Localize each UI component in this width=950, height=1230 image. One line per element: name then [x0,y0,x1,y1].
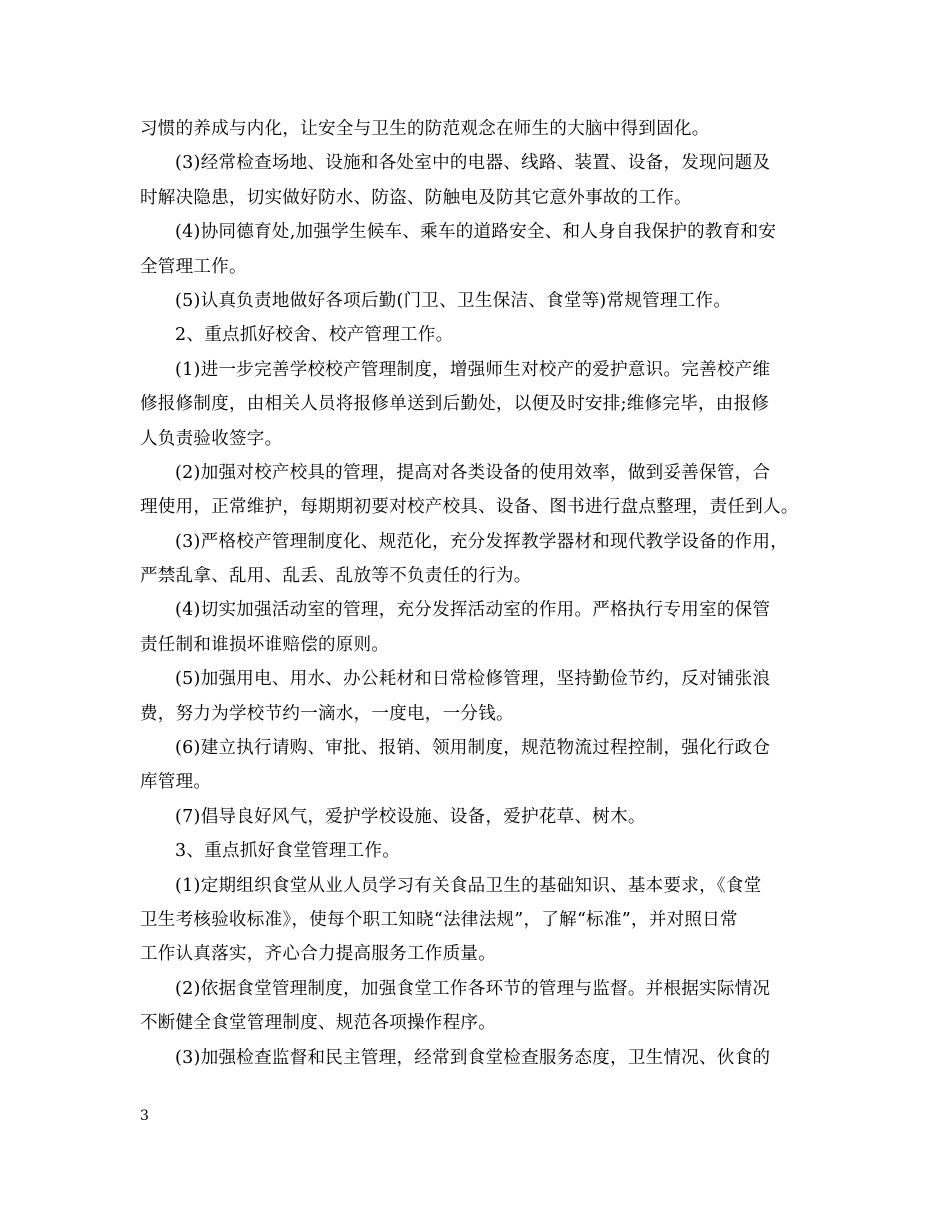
text-line: (6)建立执行请购、审批、报销、领用制度，规范物流过程控制，强化行政仓 [175,738,771,759]
text-line: (2)依据食堂管理制度，加强食堂工作各环节的管理与监督。并根据实际情况 [175,978,771,999]
paragraph [140,146,830,215]
text-line: (3)经常检查场地、设施和各处室中的电器、线路、装置、设备，发现问题及 [175,153,771,174]
paragraph [140,731,830,800]
paragraph [140,215,830,284]
paragraph [140,869,830,972]
text-line: (3)严格校产管理制度化、规范化，充分发挥教学器材和现代教学设备的作用， [175,531,789,552]
paragraph [140,284,830,318]
text-line: (1)定期组织食堂从业人员学习有关食品卫生的基础知识、基本要求，《食堂 [175,875,762,896]
page-number: 3 [140,1108,149,1124]
paragraph [140,318,830,352]
paragraph [140,353,830,456]
text-line: 时解决隐患，切实做好防水、防盗、防触电及防其它意外事故的工作。 [140,187,692,208]
text-line: (2)加强对校产校具的管理，提高对各类设备的使用效率，做到妥善保管，合 [175,462,771,483]
paragraph [140,800,830,834]
text-line: (3)加强检查监督和民主管理，经常到食堂检查服务态度，卫生情况、伙食的 [175,1047,771,1068]
text-line: 库管理。 [140,772,212,793]
paragraph [140,112,830,146]
paragraph [140,593,830,662]
text-line: (4)切实加强活动室的管理，充分发挥活动室的作用。严格执行专用室的保管 [175,600,771,621]
text-line: 3、重点抓好食堂管理工作。 [175,841,401,862]
text-line: 责任制和谁损坏谁赔偿的原则。 [140,634,390,655]
text-line: 卫生考核验收标准》，使每个职工知晓“法律法规”，了解“标准”，并对照日常 [140,909,738,930]
text-line: 理使用，正常维护，每期期初要对校产校具、设备、图书进行盘点整理，责任到人。 [140,497,799,518]
paragraph [140,662,830,731]
text-line: 不断健全食堂管理制度、规范各项操作程序。 [140,1013,496,1034]
text-line: 严禁乱拿、乱用、乱丢、乱放等不负责任的行为。 [140,566,532,587]
text-line: 工作认真落实，齐心合力提高服务工作质量。 [140,944,496,965]
text-line: 人负责验收签字。 [140,428,283,449]
paragraph [140,834,830,868]
text-line: (1)进一步完善学校校产管理制度，增强师生对校产的爱护意识。完善校产维 [175,359,771,380]
text-line: 费，努力为学校节约一滴水，一度电，一分钱。 [140,703,514,724]
text-line: (7)倡导良好风气，爱护学校设施、设备，爱护花草、树木。 [175,806,646,827]
text-line: 2、重点抓好校舍、校产管理工作。 [175,325,454,346]
text-line: (4)协同德育处,加强学生候车、乘车的道路安全、和人身自我保护的教育和安 [175,222,777,243]
paragraph [140,456,830,525]
text-line: 习惯的养成与内化，让安全与卫生的防范观念在师生的大脑中得到固化。 [140,119,710,139]
text-line: 修报修制度，由相关人员将报修单送到后勤处，以便及时安排;维修完毕，由报修 [140,394,770,415]
body-text [140,112,830,1075]
paragraph [140,972,830,1041]
text-line: (5)加强用电、用水、办公耗材和日常检修管理，坚持勤俭节约，反对铺张浪 [175,669,771,690]
text-line: (5)认真负责地做好各项后勤(门卫、卫生保洁、食堂等)常规管理工作。 [175,290,732,311]
text-line: 全管理工作。 [140,256,247,277]
paragraph [140,1041,830,1075]
paragraph [140,525,830,594]
